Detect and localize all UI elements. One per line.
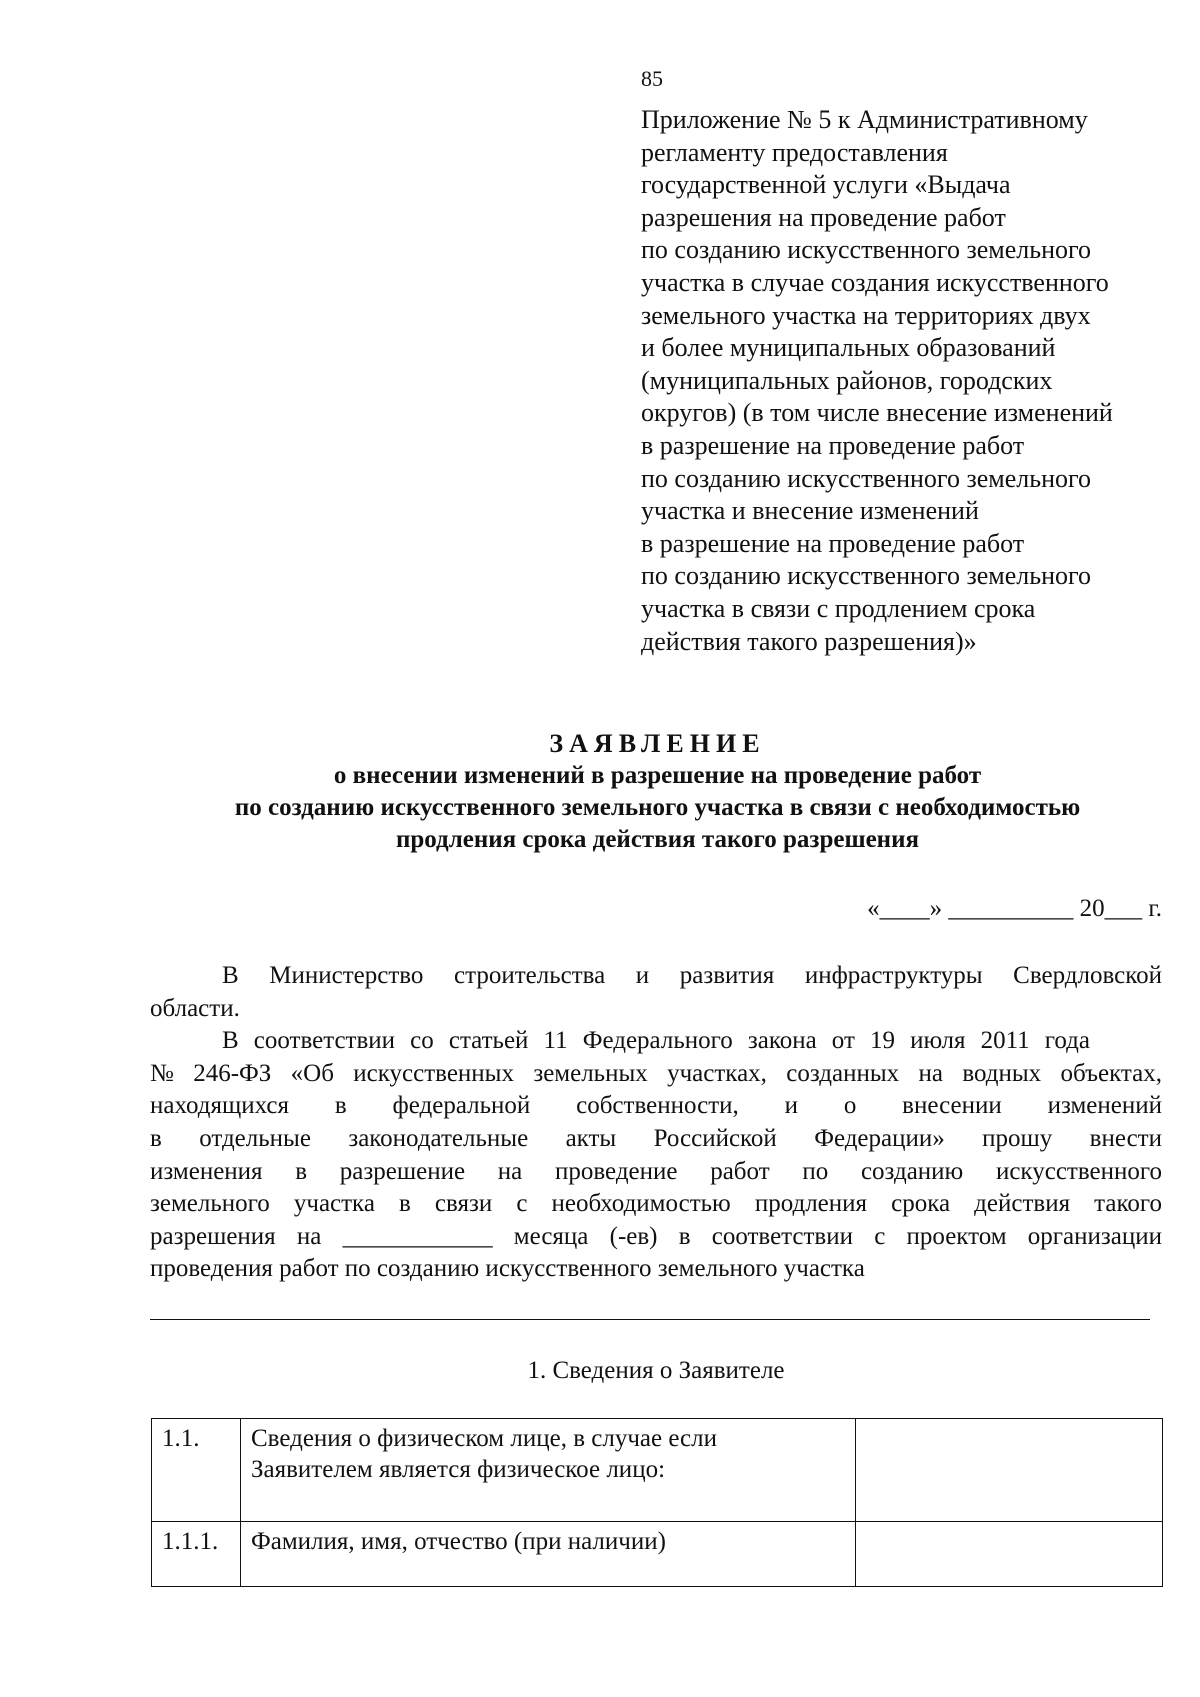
desc-line: Заявителем является физическое лицо: <box>251 1456 666 1483</box>
paragraph-2-line: в отдельные законодательные акты Российской Федерации» прошу внести <box>150 1124 1162 1152</box>
appendix-line: по созданию искусственного земельного <box>641 235 1092 265</box>
appendix-line: по созданию искусственного земельного <box>641 561 1092 591</box>
appendix-line: государственной услуги «Выдача <box>641 170 1011 200</box>
paragraph-2-line: разрешения на ____________ месяца (-ев) в соответствии с проектом организации <box>150 1222 1162 1250</box>
section-heading: 1. Сведения о Заявителе <box>527 1357 785 1384</box>
row-value-cell[interactable] <box>856 1522 1163 1587</box>
row-value-cell[interactable] <box>856 1419 1163 1522</box>
appendix-line: разрешения на проведение работ <box>641 202 1006 232</box>
appendix-line: регламенту предоставления <box>641 137 948 167</box>
table-row <box>152 1522 1163 1587</box>
title-main: ЗАЯВЛЕНИЕ <box>549 729 766 758</box>
paragraph-1-line: области. <box>150 994 240 1022</box>
page-number: 85 <box>641 66 663 91</box>
paragraph-2-line: земельного участка в связи с необходимостью продления срока действия такого <box>150 1190 1162 1218</box>
row-number: 1.1. <box>152 1419 241 1522</box>
paragraph-2-line: изменения в разрешение на проведение работ по созданию искусственного <box>150 1157 1162 1185</box>
row-description <box>241 1419 856 1522</box>
appendix-line: округов) (в том числе внесение изменений <box>641 398 1113 428</box>
appendix-reference <box>641 104 1181 658</box>
paragraph-2-line: проведения работ по созданию искусственного земельного участка <box>150 1255 865 1283</box>
text: В Министерство строительства и развития инфраструктуры Свердловской <box>222 962 1162 989</box>
appendix-line: земельного участка на территориях двух <box>641 300 1091 330</box>
desc-line: Фамилия, имя, отчество (при наличии) <box>251 1528 666 1555</box>
title-subline: продления срока действия такого разрешения <box>395 826 920 853</box>
row-description <box>241 1522 856 1587</box>
table-row <box>152 1419 1163 1522</box>
appendix-line: в разрешение на проведение работ <box>641 528 1025 558</box>
paragraph-2-line: № 246-ФЗ «Об искусственных земельных участках, созданных на водных объектах, <box>150 1059 1162 1087</box>
desc-line: Сведения о физическом лице, в случае если <box>251 1425 718 1452</box>
title-subline: по созданию искусственного земельного участка в связи с необходимостью <box>234 794 1081 821</box>
fill-in-line <box>150 1319 1150 1320</box>
applicant-info-table <box>151 1418 1163 1587</box>
appendix-line: Приложение № 5 к Административному <box>641 105 1088 134</box>
document-title <box>150 728 1165 856</box>
paragraph-2-line: В соответствии со статьей 11 Федерального закона от 19 июля 2011 года <box>222 1027 1090 1055</box>
appendix-line: участка и внесение изменений <box>641 496 979 526</box>
appendix-line: действия такого разрешения)» <box>641 626 977 656</box>
appendix-line: (муниципальных районов, городских <box>641 365 1053 395</box>
body-text <box>150 960 1162 1286</box>
date-field: «____» __________ 20___ г. <box>867 895 1162 922</box>
appendix-line: по созданию искусственного земельного <box>641 463 1092 493</box>
appendix-line: в разрешение на проведение работ <box>641 430 1025 460</box>
appendix-line: участка в случае создания искусственного <box>641 267 1109 297</box>
appendix-line: участка в связи с продлением срока <box>641 593 1036 623</box>
row-number: 1.1.1. <box>152 1522 241 1587</box>
paragraph-2-line: находящихся в федеральной собственности, и о внесении изменений <box>150 1092 1162 1120</box>
appendix-line: и более муниципальных образований <box>641 333 1056 363</box>
paragraph-1-line <box>150 960 1162 993</box>
title-subline: о внесении изменений в разрешение на проведение работ <box>333 762 982 789</box>
